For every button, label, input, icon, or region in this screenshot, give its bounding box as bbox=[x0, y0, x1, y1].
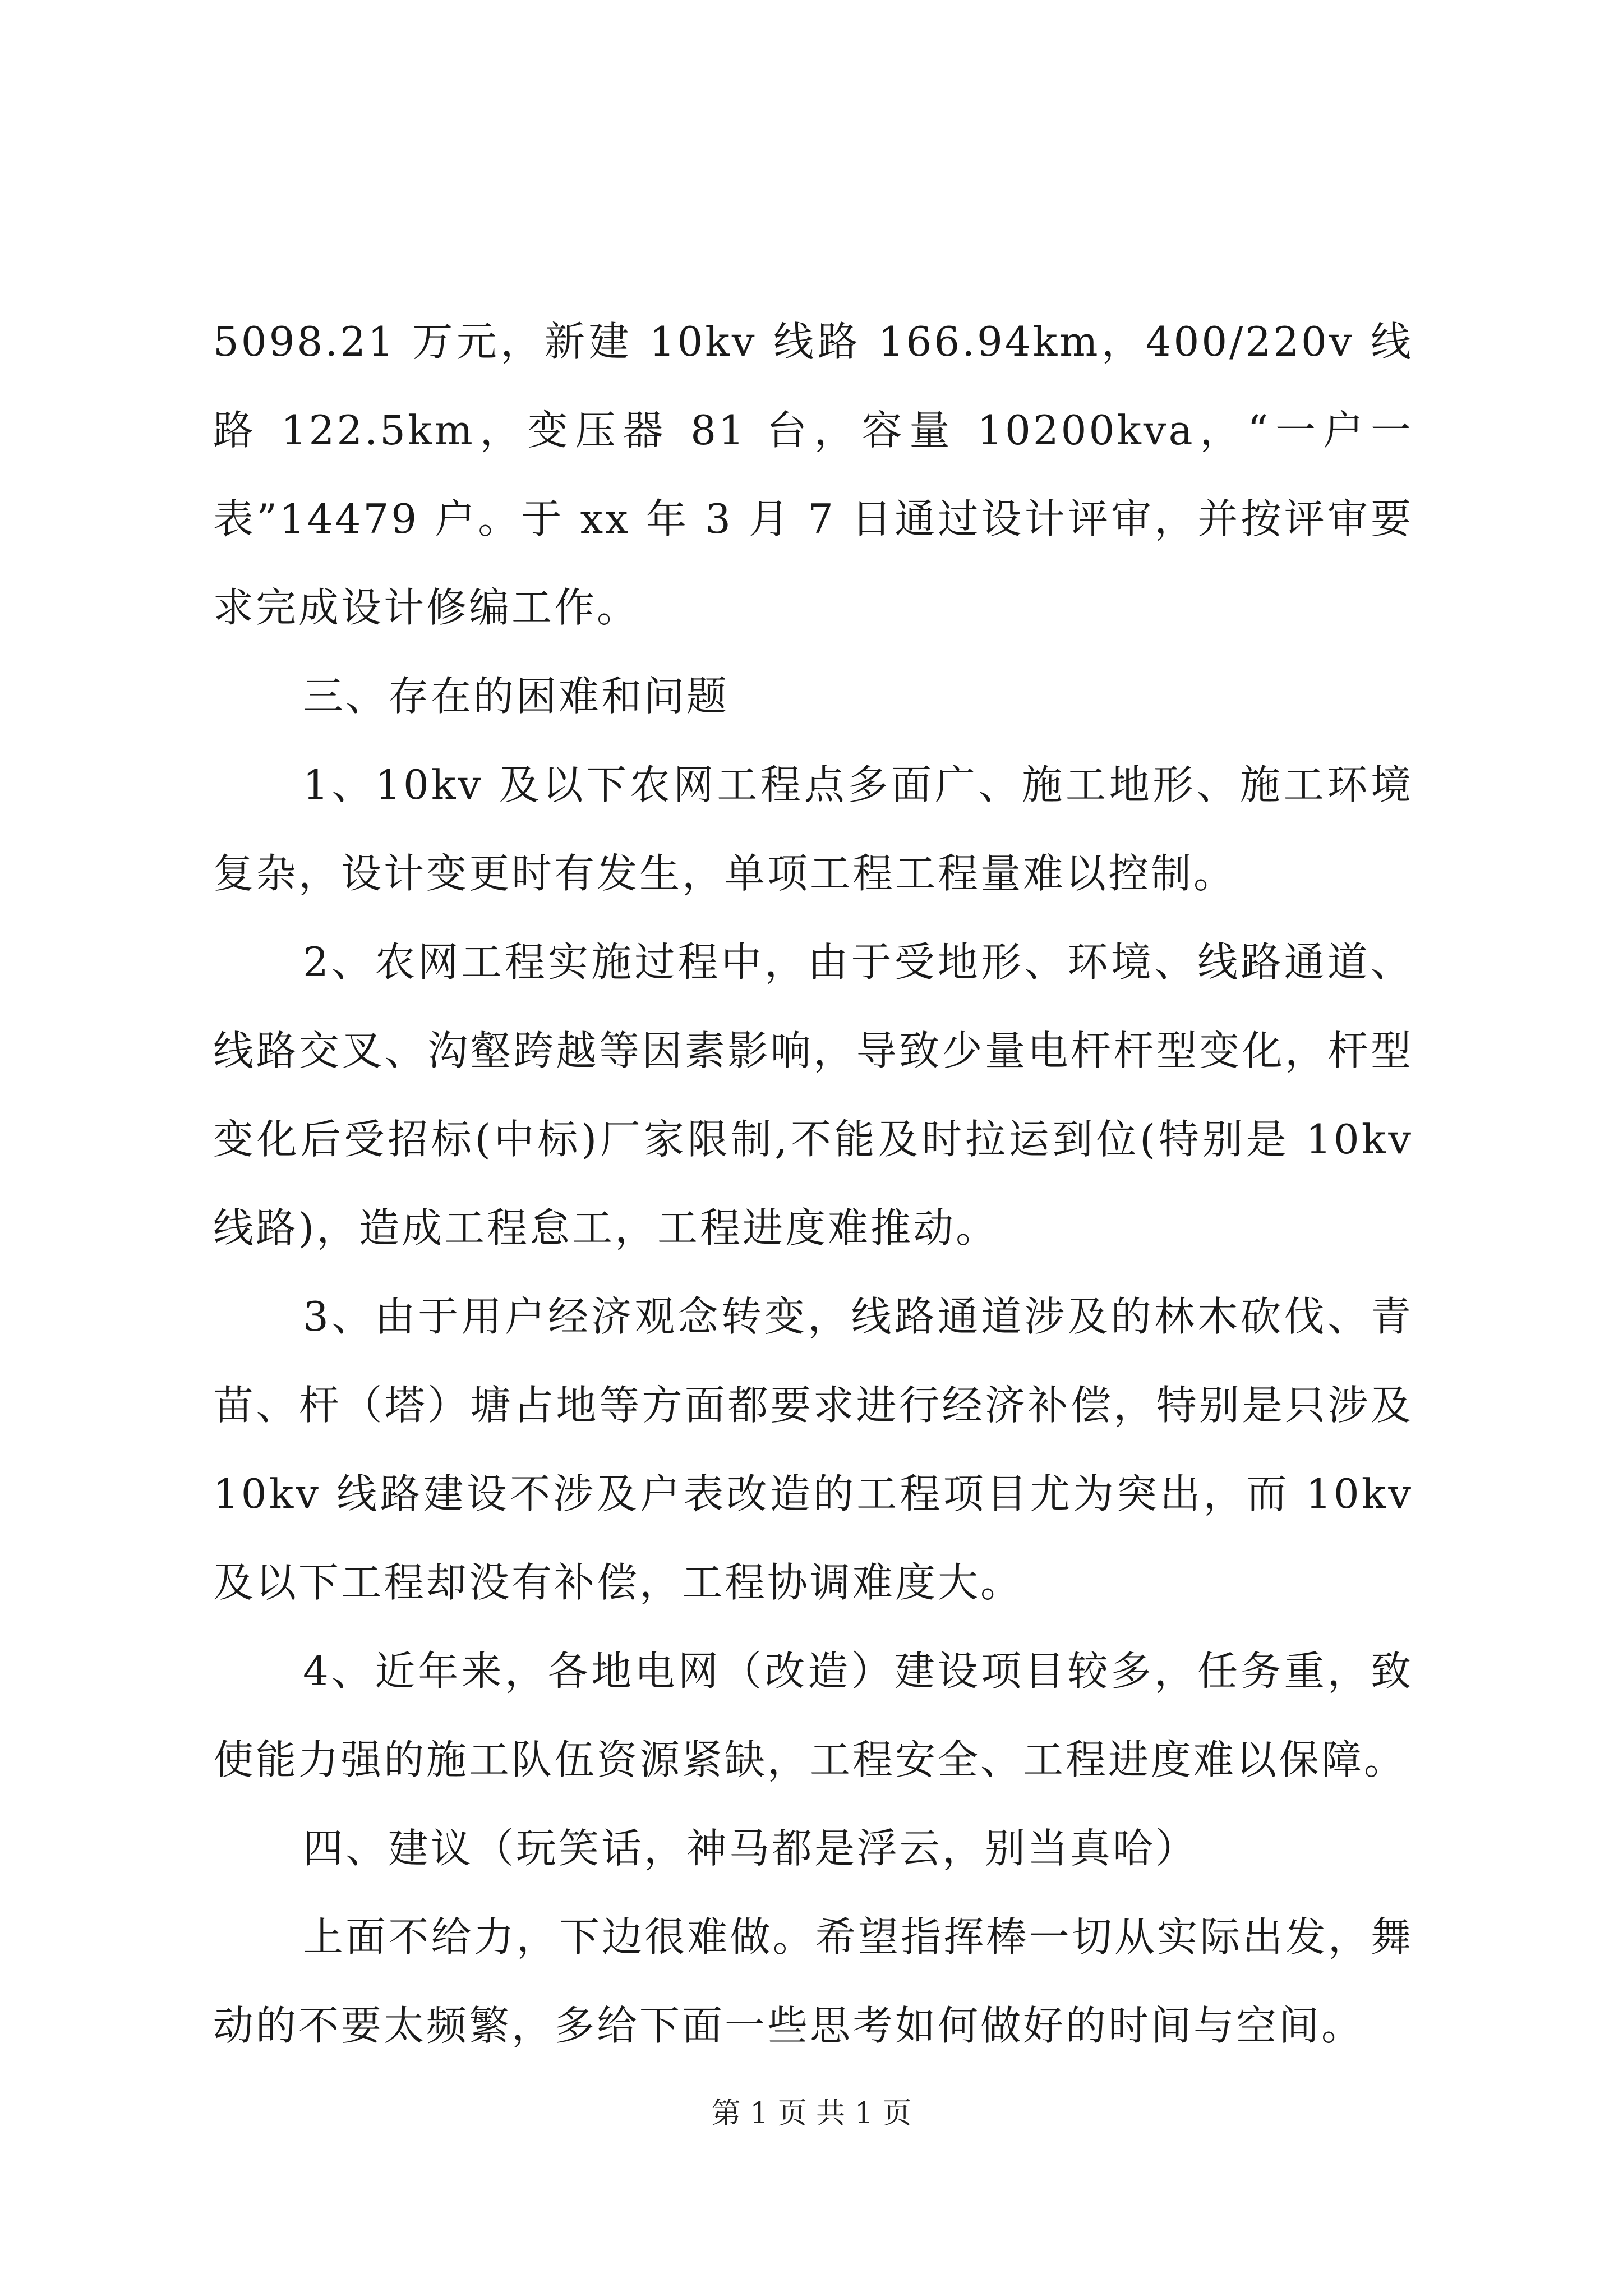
paragraph-item-1: 1、10kv 及以下农网工程点多面广、施工地形、施工环境复杂，设计变更时有发生，单项工程工程量难以控制。 bbox=[213, 761, 1413, 897]
paragraph-item-2: 2、农网工程实施过程中，由于受地形、环境、线路通道、线路交叉、沟壑跨越等因素影响，导致少量电杆杆型变化，杆型变化后受招标(中标)厂家限制,不能及时拉运到位(特别是 10kv 线路)，造成工程怠工，工程进度难推动。 bbox=[213, 938, 1413, 1251]
document-body bbox=[213, 297, 1413, 2070]
paragraph-project-summary: 5098.21 万元，新建 10kv 线路 166.94km，400/220v 线路 122.5km，变压器 81 台，容量 10200kva，“一户一表”14479 户。于 xx 年 3 月 7 日通过设计评审，并按评审要求完成设计修编工作。 bbox=[213, 318, 1413, 631]
paragraph-suggestion: 上面不给力，下边很难做。希望指挥棒一切从实际出发，舞动的不要太频繁，多给下面一些思考如何做好的时间与空间。 bbox=[213, 1913, 1413, 2049]
heading-difficulties-and-problems: 三、存在的困难和问题 bbox=[303, 673, 730, 720]
heading-suggestions: 四、建议（玩笑话，神马都是浮云，别当真哈） bbox=[303, 1825, 1198, 1872]
paragraph-item-3: 3、由于用户经济观念转变，线路通道涉及的林木砍伐、青苗、杆（塔）塘占地等方面都要求进行经济补偿，特别是只涉及 10kv 线路建设不涉及户表改造的工程项目尤为突出，而 10kv 及以下工程却没有补偿，工程协调难度大。 bbox=[213, 1293, 1413, 1606]
page-number-footer: 第 1 页 共 1 页 bbox=[711, 2097, 912, 2131]
paragraph-item-4: 4、近年来，各地电网（改造）建设项目较多，任务重，致使能力强的施工队伍资源紧缺，工程安全、工程进度难以保障。 bbox=[213, 1648, 1413, 1783]
